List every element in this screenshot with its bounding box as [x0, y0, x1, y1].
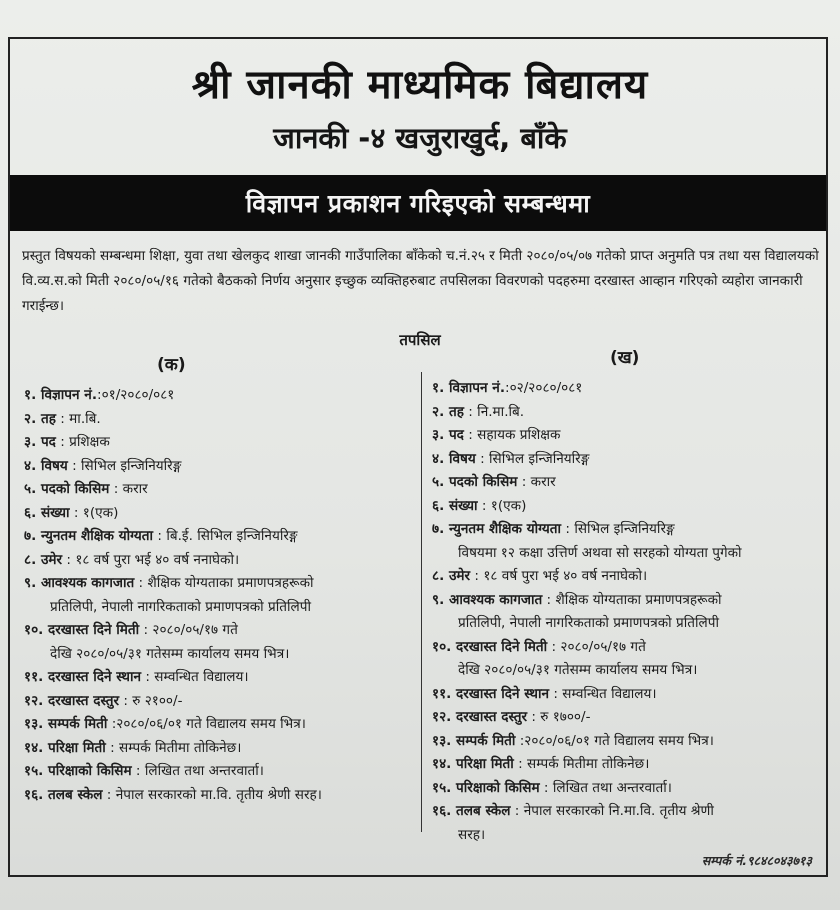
school-name: श्री जानकी माध्यमिक बिद्यालय: [191, 62, 649, 108]
list-item: [432, 518, 822, 565]
item-separator: :: [69, 504, 83, 521]
item-separator: :: [102, 786, 116, 803]
list-item: [432, 589, 822, 636]
item-separator: :: [513, 756, 527, 772]
item-key: ७. न्युनतम शैक्षिक योग्यता: [24, 528, 154, 544]
item-value: करार: [530, 474, 556, 490]
list-item: [432, 636, 822, 683]
item-continuation: देखि २०८०/०५/३१ गतेसम्म कार्यालय समय भित्र।: [458, 662, 698, 678]
list-item: [24, 408, 416, 432]
item-separator: :: [561, 521, 575, 537]
subject-banner: [10, 175, 826, 231]
item-key: ६. संख्या: [432, 497, 478, 514]
item-value: मा.बि.: [69, 410, 101, 427]
item-value: नेपाल सरकारको नि.मा.वि. तृतीय श्रेणी: [523, 803, 714, 819]
item-value: प्रशिक्षक: [69, 434, 110, 450]
contact-number: सम्पर्क नं.९८४८०४३७१३: [701, 853, 812, 868]
item-value: १८ वर्ष पुरा भई ४० वर्ष ननाघेको।: [75, 551, 240, 568]
list-item: [432, 753, 822, 777]
item-key: १५. परिक्षाको किसिम: [432, 779, 540, 796]
item-key: १. विज्ञापन नं.: [432, 380, 505, 396]
list-item: [24, 737, 416, 761]
list-item: [432, 706, 822, 730]
item-value: सहायक प्रशिक्षक: [477, 427, 561, 443]
item-separator: :: [542, 591, 556, 608]
item-value: शैक्षिक योग्यताका प्रमाणपत्रहरूको: [555, 591, 722, 608]
list-item: [432, 448, 822, 472]
item-continuation: देखि २०८०/०५/३१ गतेसम्म कार्यालय समय भित्र।: [50, 645, 290, 662]
item-value: लिखित तथा अन्तरवार्ता।: [552, 779, 672, 796]
item-key: ८. उमेर: [24, 551, 63, 568]
item-separator: :: [475, 450, 490, 467]
list-item: [24, 619, 416, 666]
list-item: [24, 478, 416, 502]
item-value: नेपाल सरकारको मा.वि. तृतीय श्रेणी सरह।: [115, 786, 322, 803]
list-item: [24, 525, 416, 549]
item-key: ३. पद: [24, 434, 56, 450]
item-key: १२. दरखास्त दस्तुर: [432, 709, 528, 725]
column-a-heading: (क): [157, 355, 186, 375]
list-item: [24, 784, 416, 808]
item-value: रु २१००/-: [132, 692, 183, 709]
item-separator: :: [62, 551, 76, 568]
list-item: [432, 800, 822, 847]
item-separator: :: [134, 575, 148, 591]
item-key: ५. पदको किसिम: [24, 481, 110, 497]
item-key: १४. परिक्षा मिती: [24, 739, 106, 756]
item-separator: :: [153, 528, 167, 544]
item-separator: :: [470, 568, 484, 584]
list-item: [24, 455, 416, 479]
item-value: सम्पर्क मितीमा तोकिनेछ।: [527, 756, 650, 772]
item-key: ६. संख्या: [24, 504, 70, 521]
item-value: शैक्षिक योग्यताका प्रमाणपत्रहरूको: [147, 575, 314, 591]
list-item: [24, 666, 416, 690]
item-value: बि.ई. सिभिल इन्जिनियरिङ्ग: [166, 528, 298, 544]
list-item: [24, 713, 416, 737]
item-value: २०८०/०५/१७ गते: [560, 638, 646, 655]
item-continuation: प्रतिलिपी, नेपाली नागरिकताको प्रमाणपत्रको प्रतिलिपी: [458, 615, 719, 631]
column-b-list: [432, 377, 822, 847]
list-item: [432, 401, 822, 425]
item-separator: :: [463, 403, 478, 420]
item-key: १. विज्ञापन नं.: [24, 387, 97, 403]
item-key: ४. विषय: [24, 457, 68, 474]
list-item: [24, 572, 416, 619]
item-separator: :: [55, 434, 70, 450]
list-item: [24, 549, 416, 573]
item-continuation: प्रतिलिपी, नेपाली नागरिकताको प्रमाणपत्रको प्रतिलिपी: [50, 598, 311, 615]
item-separator: :: [109, 481, 123, 497]
list-item: [432, 424, 822, 448]
item-key: १३. सम्पर्क मिती: [432, 732, 516, 749]
intro-paragraph: प्रस्तुत विषयको सम्बन्धमा शिक्षा, युवा तथा खेलकुद शाखा जानकी गाउँपालिका बाँकेको च.नं.२५ र मिती २०८०/०५/०७ गतेको प्राप्त अनुमति पत्र तथा यस विद्यालयको वि.व्य.स.को मिती २०८०/०५/१६ गतेको बैठकको निर्णय अनुसार इच्छुक व्यक्तिहरुबाट तपसिलका विवरणको पदहरुमा दरखास्त आव्हान गरिएको व्यहोरा जानकारी गराईन्छ।: [22, 248, 819, 314]
item-separator: :: [510, 803, 524, 819]
item-separator: :: [539, 779, 553, 796]
item-key: ९. आवश्यक कागजात: [24, 575, 135, 591]
list-item: [432, 565, 822, 589]
item-key: १०. दरखास्त दिने मिती: [432, 638, 548, 655]
item-value: सिभिल इन्जिनियरिङ्ग: [489, 450, 590, 467]
item-key: ८. उमेर: [432, 568, 471, 584]
item-separator: :: [97, 387, 102, 403]
list-item: [24, 760, 416, 784]
tapsil-heading: तपसिल: [399, 331, 441, 349]
item-key: १५. परिक्षाको किसिम: [24, 763, 132, 779]
item-key: ३. पद: [432, 427, 464, 443]
item-value: २०८०/०५/१७ गते: [152, 622, 238, 638]
list-item: [24, 502, 416, 526]
list-item: [432, 777, 822, 801]
item-separator: :: [549, 685, 563, 702]
item-value: रु १७००/-: [540, 709, 591, 725]
item-value: सिभिल इन्जिनियरिङ्ग: [81, 457, 182, 474]
item-key: १३. सम्पर्क मिती: [24, 716, 108, 732]
item-separator: :: [131, 763, 145, 779]
item-value: सम्वन्धित विद्यालय।: [562, 685, 657, 702]
list-item: [432, 377, 822, 401]
column-b-heading: (ख): [610, 348, 640, 368]
item-separator: :: [105, 739, 119, 756]
item-key: २. तह: [432, 403, 464, 420]
item-separator: :: [139, 622, 153, 638]
item-key: ५. पदको किसिम: [432, 474, 518, 490]
item-separator: :: [107, 716, 117, 732]
school-address: जानकी -४ खजुराखुर्द, बाँके: [273, 121, 567, 155]
item-key: ११. दरखास्त दिने स्थान: [432, 685, 550, 702]
item-key: ९. आवश्यक कागजात: [432, 591, 543, 608]
item-value: २०८०/०६/०१ गते विद्यालय समय भित्र।: [116, 716, 306, 732]
item-key: १०. दरखास्त दिने मिती: [24, 622, 140, 638]
item-continuation: विषयमा १२ कक्षा उत्तिर्ण अथवा सो सरहको योग्यता पुगेको: [458, 544, 742, 561]
item-separator: :: [517, 474, 531, 490]
item-key: १४. परिक्षा मिती: [432, 756, 514, 772]
list-item: [432, 471, 822, 495]
item-value: करार: [122, 481, 148, 497]
item-value: २०८०/०६/०१ गते विद्यालय समय भित्र।: [524, 732, 714, 749]
item-value: १८ वर्ष पुरा भई ४० वर्ष ननाघेको।: [483, 568, 648, 584]
item-key: ७. न्युनतम शैक्षिक योग्यता: [432, 521, 562, 537]
list-item: [432, 730, 822, 754]
item-value: ०१/२०८०/०८१: [101, 387, 175, 403]
item-separator: :: [477, 497, 491, 514]
list-item: [24, 431, 416, 455]
item-key: १६. तलब स्केल: [432, 803, 511, 819]
item-separator: :: [67, 457, 82, 474]
list-item: [24, 690, 416, 714]
item-value: नि.मा.बि.: [477, 403, 525, 420]
column-divider: [421, 372, 422, 832]
item-key: ४. विषय: [432, 450, 476, 467]
item-separator: :: [515, 732, 525, 749]
item-separator: :: [505, 380, 510, 396]
item-value: १(एक): [490, 497, 527, 514]
item-value: सिभिल इन्जिनियरिङ्ग: [574, 521, 675, 537]
list-item: [432, 683, 822, 707]
item-separator: :: [527, 709, 541, 725]
item-continuation: सरह।: [458, 826, 486, 843]
item-separator: :: [119, 692, 133, 709]
item-key: १२. दरखास्त दस्तुर: [24, 692, 120, 709]
item-separator: :: [547, 638, 561, 655]
item-value: ०२/२०८०/०८१: [509, 380, 583, 396]
item-key: ११. दरखास्त दिने स्थान: [24, 669, 142, 685]
item-separator: :: [55, 410, 70, 427]
item-value: १(एक): [82, 504, 119, 521]
column-a-list: [24, 384, 416, 807]
item-key: २. तह: [24, 410, 56, 427]
item-value: सम्वन्धित विद्यालय।: [154, 669, 249, 685]
item-value: लिखित तथा अन्तरवार्ता।: [144, 763, 264, 779]
item-separator: :: [141, 669, 155, 685]
item-key: १६. तलब स्केल: [24, 786, 103, 803]
item-separator: :: [463, 427, 478, 443]
list-item: [432, 495, 822, 519]
item-value: सम्पर्क मितीमा तोकिनेछ।: [119, 739, 242, 756]
subject-title: विज्ञापन प्रकाशन गरिइएको सम्बन्धमा: [245, 189, 591, 218]
list-item: [24, 384, 416, 408]
